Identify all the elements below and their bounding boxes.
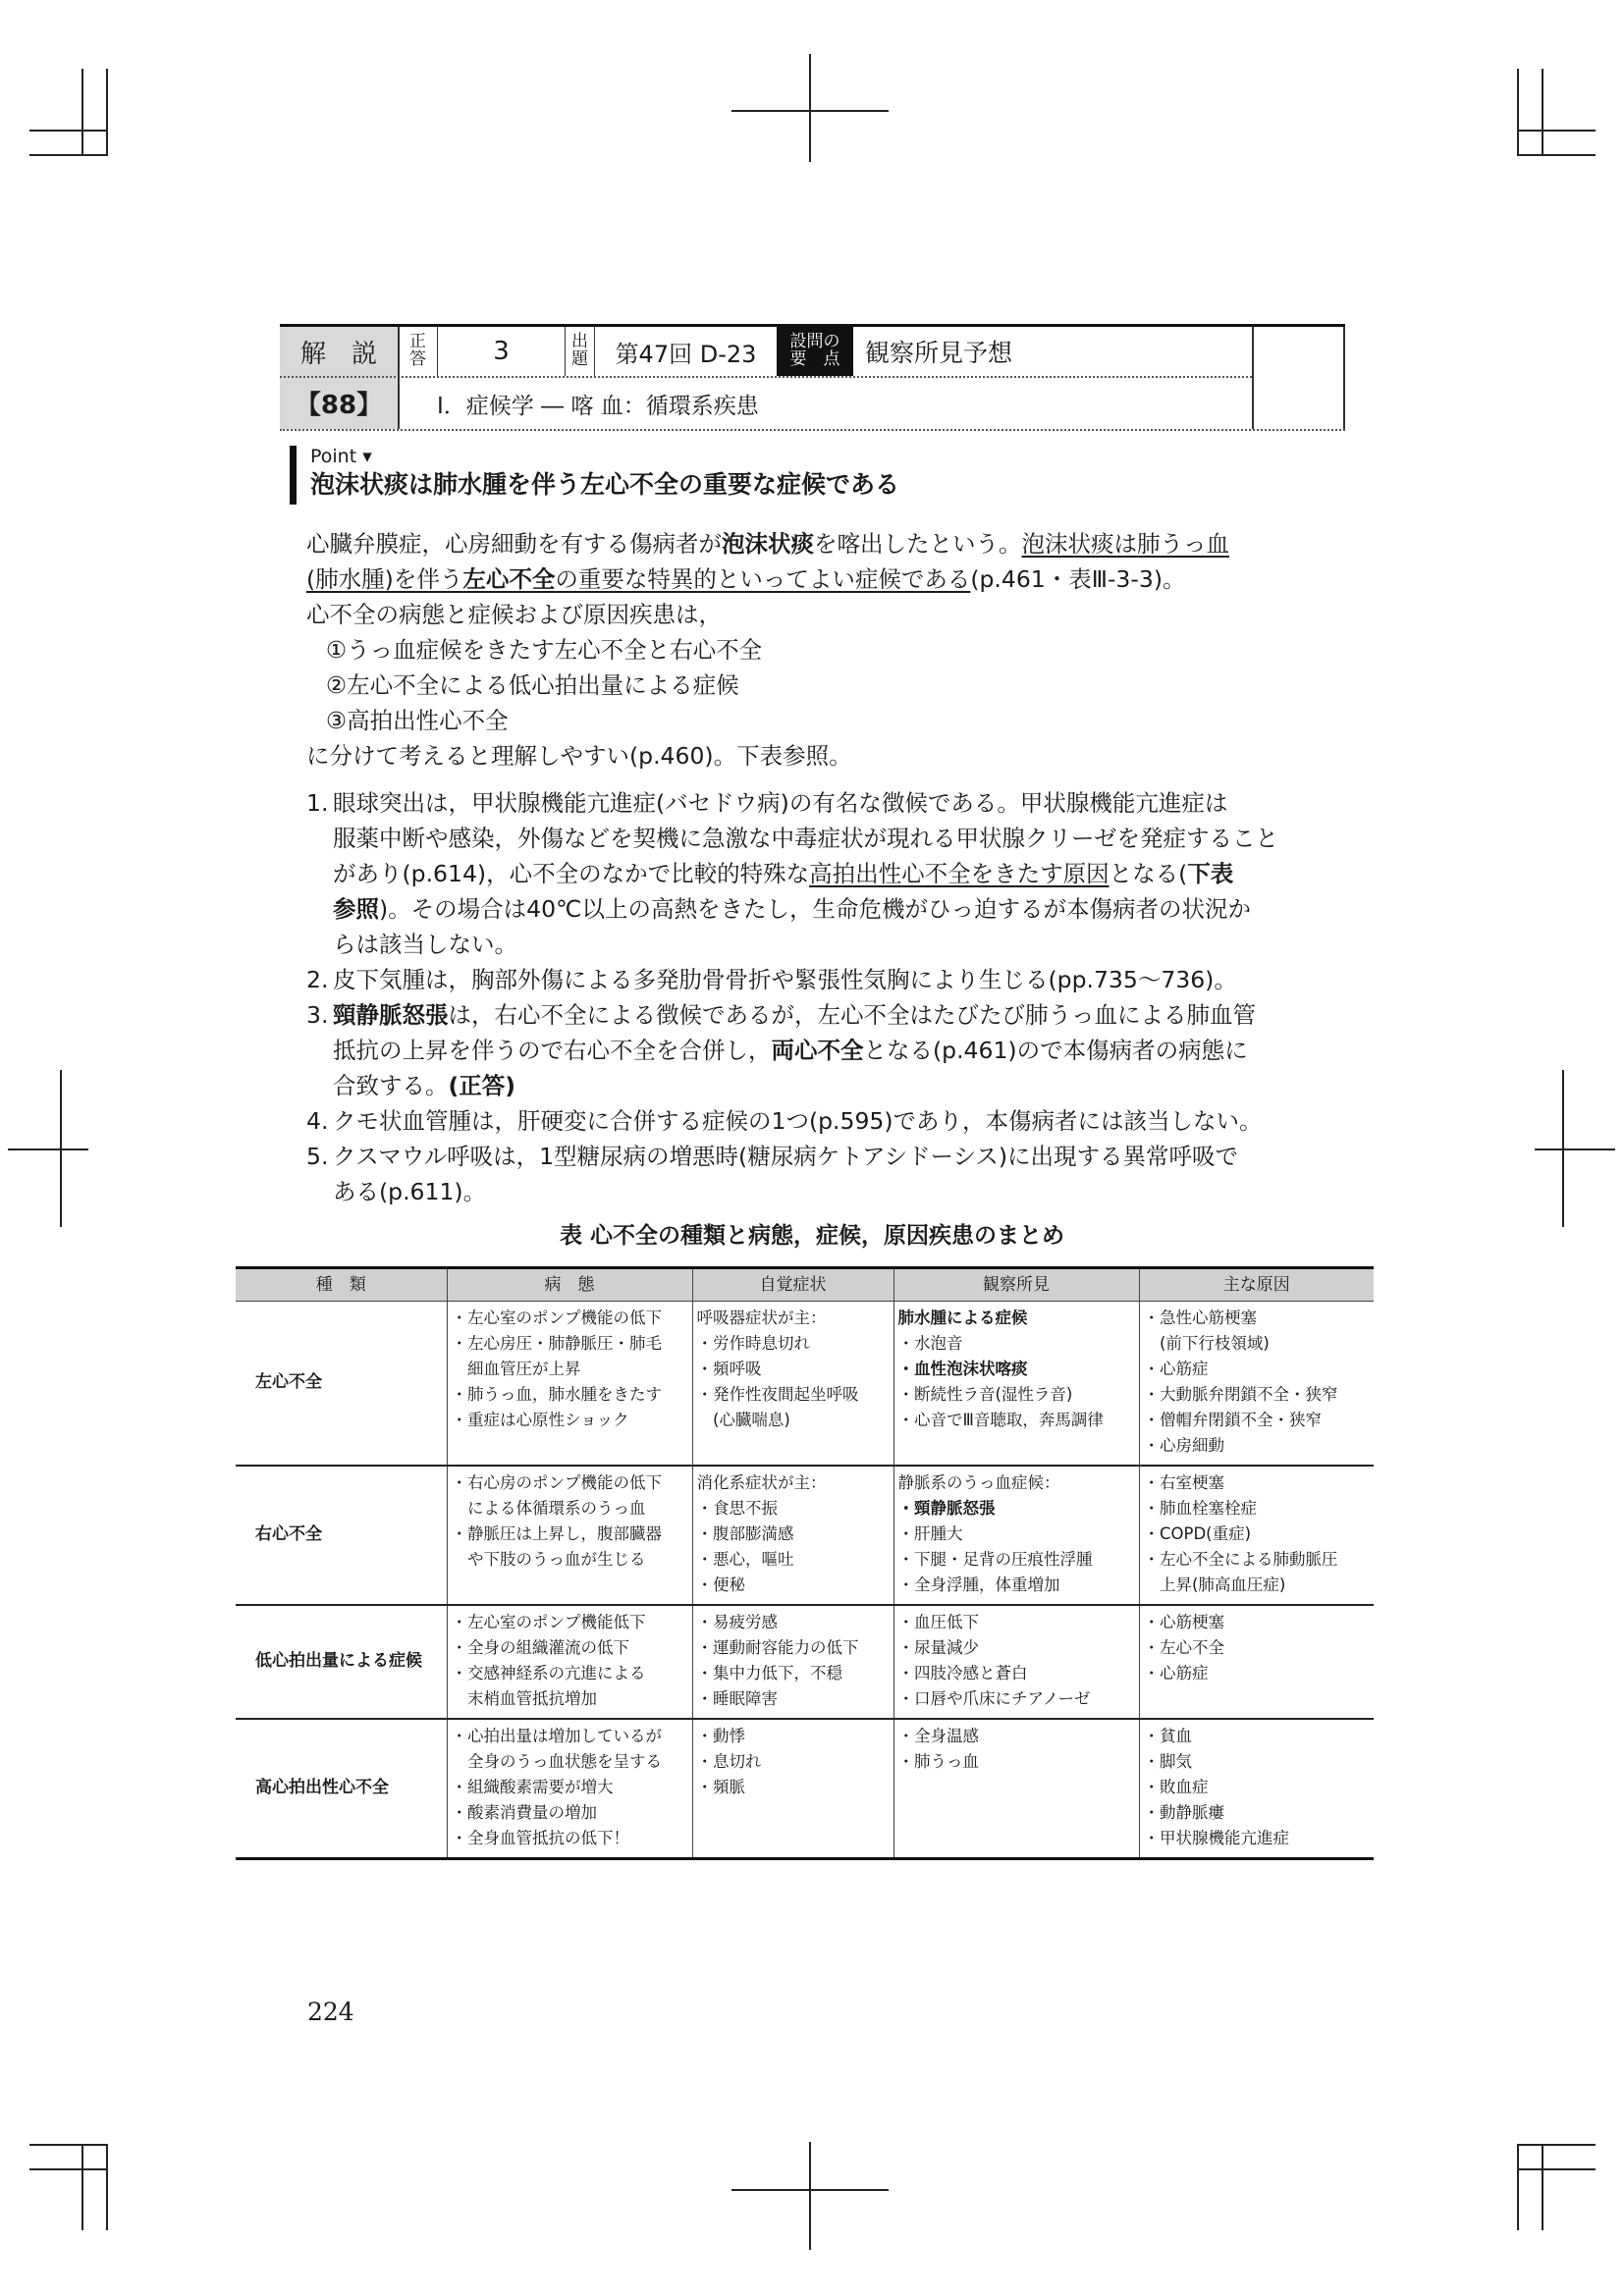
cell-line: ・酸素消費量の増加 xyxy=(451,1803,597,1822)
cell-gen_in xyxy=(1139,1466,1374,1605)
cell-line: ・労作時息切れ xyxy=(696,1334,810,1353)
cell-line: ・全身温感 xyxy=(897,1727,979,1745)
cell-line: ・尿量減少 xyxy=(897,1638,979,1657)
cell-line: 全身のうっ血状態を呈する xyxy=(451,1752,662,1771)
cell-line: 肺水腫による症候 xyxy=(897,1308,1028,1327)
choice-item: 4. クモ状血管腫は，肝硬変に合併する症候の1つ(p.595)であり，本傷病者には該当しない。 xyxy=(306,1107,1263,1135)
column-header: 種 類 xyxy=(236,1268,447,1302)
cell-gen_in xyxy=(1139,1605,1374,1719)
cell-byoutai xyxy=(447,1719,692,1859)
cell-line: ・運動耐容能力の低下 xyxy=(696,1638,859,1657)
cell-byoutai xyxy=(447,1302,692,1467)
cell-line: ・急性心筋梗塞 xyxy=(1143,1308,1257,1327)
cell-byoutai xyxy=(447,1466,692,1605)
cell-line: ・心拍出量は増加しているが xyxy=(451,1727,662,1745)
cell-line: ・心筋梗塞 xyxy=(1143,1613,1224,1631)
intro-line: に分けて考えると理解しやすい(p.460)。下表参照。 xyxy=(306,742,852,770)
table-row xyxy=(236,1466,1374,1605)
cell-line: による体循環系のうっ血 xyxy=(451,1499,646,1518)
cell-jikaku xyxy=(692,1605,893,1719)
cell-line: ・断続性ラ音(湿性ラ音) xyxy=(897,1385,1073,1404)
cell-line: ・静脈圧は上昇し，腹部臓器 xyxy=(451,1524,662,1543)
cell-line: ・肺血栓塞栓症 xyxy=(1143,1499,1257,1518)
cell-line: ・頻呼吸 xyxy=(696,1360,762,1378)
cell-line: 上昇(肺高血圧症) xyxy=(1143,1575,1286,1594)
cell-line: ・COPD(重症) xyxy=(1143,1524,1252,1543)
exam-reference: 第47回 D-23 xyxy=(615,340,757,368)
table-title: 表 心不全の種類と病態，症候，原因疾患のまとめ xyxy=(559,1223,1064,1249)
youten-label: 設問の 要 点 xyxy=(777,327,853,376)
cell-kansatsu xyxy=(893,1605,1139,1719)
intro-list-item: ③高拍出性心不全 xyxy=(326,707,509,734)
cell-line: ・口唇や爪床にチアノーゼ xyxy=(897,1689,1091,1708)
cell-line: ・肝腫大 xyxy=(897,1524,963,1543)
cell-line: ・左心不全 xyxy=(1143,1638,1224,1657)
page-number: 224 xyxy=(307,1998,354,2026)
cell-line: ・肺うっ血 xyxy=(897,1752,979,1771)
cell-line: ・肺うっ血，肺水腫をきたす xyxy=(451,1385,662,1404)
cell-line: ・右室梗塞 xyxy=(1143,1473,1224,1492)
cell-kansatsu xyxy=(893,1302,1139,1467)
cell-line: や下肢のうっ血が生じる xyxy=(451,1550,646,1569)
cell-line: ・左心室のポンプ機能低下 xyxy=(451,1613,646,1631)
cell-kansatsu xyxy=(893,1719,1139,1859)
choice-item: 1. 眼球突出は，甲状腺機能亢進症(バセドウ病)の有名な徴候である。甲状腺機能亢進症は 服薬中断や感染，外傷などを契機に急激な中毒症状が現れる甲状腺クリーゼを発症すること があり(p.614)，心不全のなかで比較的特殊な高拍出性心不全をきたす原因となる(下表 参照)。その場合は40℃以上の高熱をきたし，生命危機がひっ迫するが本傷病者の状況か らは該当しない。 xyxy=(306,789,1279,958)
cell-line: 消化系症状が主： xyxy=(696,1473,827,1492)
intro-list-item: ②左心不全による低心拍出量による症候 xyxy=(326,671,739,699)
table-row xyxy=(236,1302,1374,1467)
cell-line: ・発作性夜間起坐呼吸 xyxy=(696,1385,859,1404)
cell-gen_in xyxy=(1139,1719,1374,1859)
column-header: 病 態 xyxy=(447,1268,692,1302)
column-header: 主な原因 xyxy=(1139,1268,1374,1302)
cell-line: ・心音でⅢ音聴取，奔馬調律 xyxy=(897,1411,1104,1429)
category: Ⅰ．症候学 ― 喀 血：循環系疾患 xyxy=(437,393,759,419)
cell-byoutai xyxy=(447,1605,692,1719)
cell-kansatsu xyxy=(893,1466,1139,1605)
choice-item: 3. 頸静脈怒張は，右心不全による徴候であるが，左心不全はたびたび肺うっ血による肺血管 抵抗の上昇を伴うので右心不全を合併し，両心不全となる(p.461)ので本傷病者の病態に 合致する。(正答) xyxy=(306,1001,1256,1099)
cell-line: ・脚気 xyxy=(1143,1752,1192,1771)
cell-line: ・心房細動 xyxy=(1143,1436,1224,1455)
cell-jikaku xyxy=(692,1302,893,1467)
cell-line: ・左心室のポンプ機能の低下 xyxy=(451,1308,662,1327)
point-title: 泡沫状痰は肺水腫を伴う左心不全の重要な症候である xyxy=(310,470,900,499)
cell-line: ・便秘 xyxy=(696,1575,745,1594)
cell-line: ・重症は心原性ショック xyxy=(451,1411,629,1429)
intro-text xyxy=(306,526,1229,774)
cell-line: ・腹部膨満感 xyxy=(696,1524,794,1543)
cell-line: ・易疲労感 xyxy=(696,1613,778,1631)
cell-line: 末梢血管抵抗増加 xyxy=(451,1689,597,1708)
table-row xyxy=(236,1719,1374,1859)
answer-header xyxy=(280,324,1345,432)
cell-line: ・四肢冷感と蒼白 xyxy=(897,1664,1028,1682)
cell-line: ・僧帽弁閉鎖不全・狭窄 xyxy=(1143,1411,1322,1429)
seitou-label: 正 答 xyxy=(409,332,426,369)
table-row xyxy=(236,1605,1374,1719)
cell-line: ・悪心，嘔吐 xyxy=(696,1550,794,1569)
cell-line: ・動悸 xyxy=(696,1727,745,1745)
row-type: 右心不全 xyxy=(236,1466,447,1605)
cell-jikaku xyxy=(692,1466,893,1605)
cell-line: ・血圧低下 xyxy=(897,1613,979,1631)
table-header-row xyxy=(236,1268,1374,1302)
choice-list xyxy=(306,785,1278,1209)
cell-line: ・動静脈瘻 xyxy=(1143,1803,1224,1822)
intro-line: 心不全の病態と症候および原因疾患は， xyxy=(306,601,722,628)
cell-line: ・下腿・足背の圧痕性浮腫 xyxy=(897,1550,1093,1569)
column-header: 自覚症状 xyxy=(692,1268,893,1302)
choice-item: 5. クスマウル呼吸は，1型糖尿病の増悪時(糖尿病ケトアシドーシス)に出現する異常呼吸で ある(p.611)。 xyxy=(306,1143,1239,1205)
row-type: 高心拍出性心不全 xyxy=(236,1719,447,1859)
cell-gen_in xyxy=(1139,1302,1374,1467)
cell-line: ・集中力低下，不穏 xyxy=(696,1664,842,1682)
cell-line: ・組織酸素需要が増大 xyxy=(451,1778,614,1796)
column-header: 観察所見 xyxy=(893,1268,1139,1302)
cell-line: ・敗血症 xyxy=(1143,1778,1209,1796)
cell-jikaku xyxy=(692,1719,893,1859)
cell-line: 呼吸器症状が主： xyxy=(696,1308,827,1327)
row-type: 低心拍出量による症候 xyxy=(236,1605,447,1719)
row-type: 左心不全 xyxy=(236,1302,447,1467)
cell-line: ・心筋症 xyxy=(1143,1360,1209,1378)
cell-line: (心臓喘息) xyxy=(696,1411,790,1429)
cell-line: ・全身の組織灌流の低下 xyxy=(451,1638,629,1657)
shutsudai-label: 出 題 xyxy=(571,332,588,369)
point-label: Point ▾ xyxy=(310,446,372,467)
cell-line: ・頻脈 xyxy=(696,1778,745,1796)
answer-value: 3 xyxy=(493,337,510,366)
youten-value: 観察所見予想 xyxy=(865,339,1013,367)
cell-line: ・食思不振 xyxy=(696,1499,778,1518)
cell-line: ・睡眠障害 xyxy=(696,1689,778,1708)
intro-list-item: ①うっ血症候をきたす左心不全と右心不全 xyxy=(326,636,763,664)
question-number: 【88】 xyxy=(295,391,383,420)
cell-line: ・右心房のポンプ機能の低下 xyxy=(451,1473,662,1492)
cell-line: ・左心房圧・肺静脈圧・肺毛 xyxy=(451,1334,662,1353)
choice-item: 2. 皮下気腫は，胸部外傷による多発肋骨骨折や緊張性気胸により生じる(pp.735～736)。 xyxy=(306,966,1237,993)
summary-table xyxy=(236,1266,1374,1860)
point-box xyxy=(290,446,899,505)
cell-line: ・全身浮腫，体重増加 xyxy=(897,1575,1060,1594)
cell-line: ・頸静脈怒張 xyxy=(897,1499,996,1518)
cell-line: (前下行枝領域) xyxy=(1143,1334,1270,1353)
cell-line: ・貧血 xyxy=(1143,1727,1192,1745)
intro-line: 心臓弁膜症，心房細動を有する傷病者が泡沫状痰を喀出したという。泡沫状痰は肺うっ血 xyxy=(306,530,1229,558)
cell-line: ・交感神経系の亢進による xyxy=(451,1664,646,1682)
cell-line: ・心筋症 xyxy=(1143,1664,1209,1682)
cell-line: ・左心不全による肺動脈圧 xyxy=(1143,1550,1338,1569)
cell-line: ・大動脈弁閉鎖不全・狭窄 xyxy=(1143,1385,1338,1404)
cell-line: 静脈系のうっ血症候： xyxy=(897,1473,1060,1492)
cell-line: ・全身血管抵抗の低下！ xyxy=(451,1829,629,1847)
cell-line: 細血管圧が上昇 xyxy=(451,1360,581,1378)
intro-line: (肺水腫)を伴う左心不全の重要な特異的といってよい症候である(p.461・表Ⅲ-3-3)。 xyxy=(306,565,1186,593)
cell-line: ・息切れ xyxy=(696,1752,762,1771)
cell-line: ・水泡音 xyxy=(897,1334,963,1353)
kaisetsu-label: 解 説 xyxy=(299,339,377,369)
cell-line: ・甲状腺機能亢進症 xyxy=(1143,1829,1289,1847)
cell-line: ・血性泡沫状喀痰 xyxy=(897,1360,1028,1378)
